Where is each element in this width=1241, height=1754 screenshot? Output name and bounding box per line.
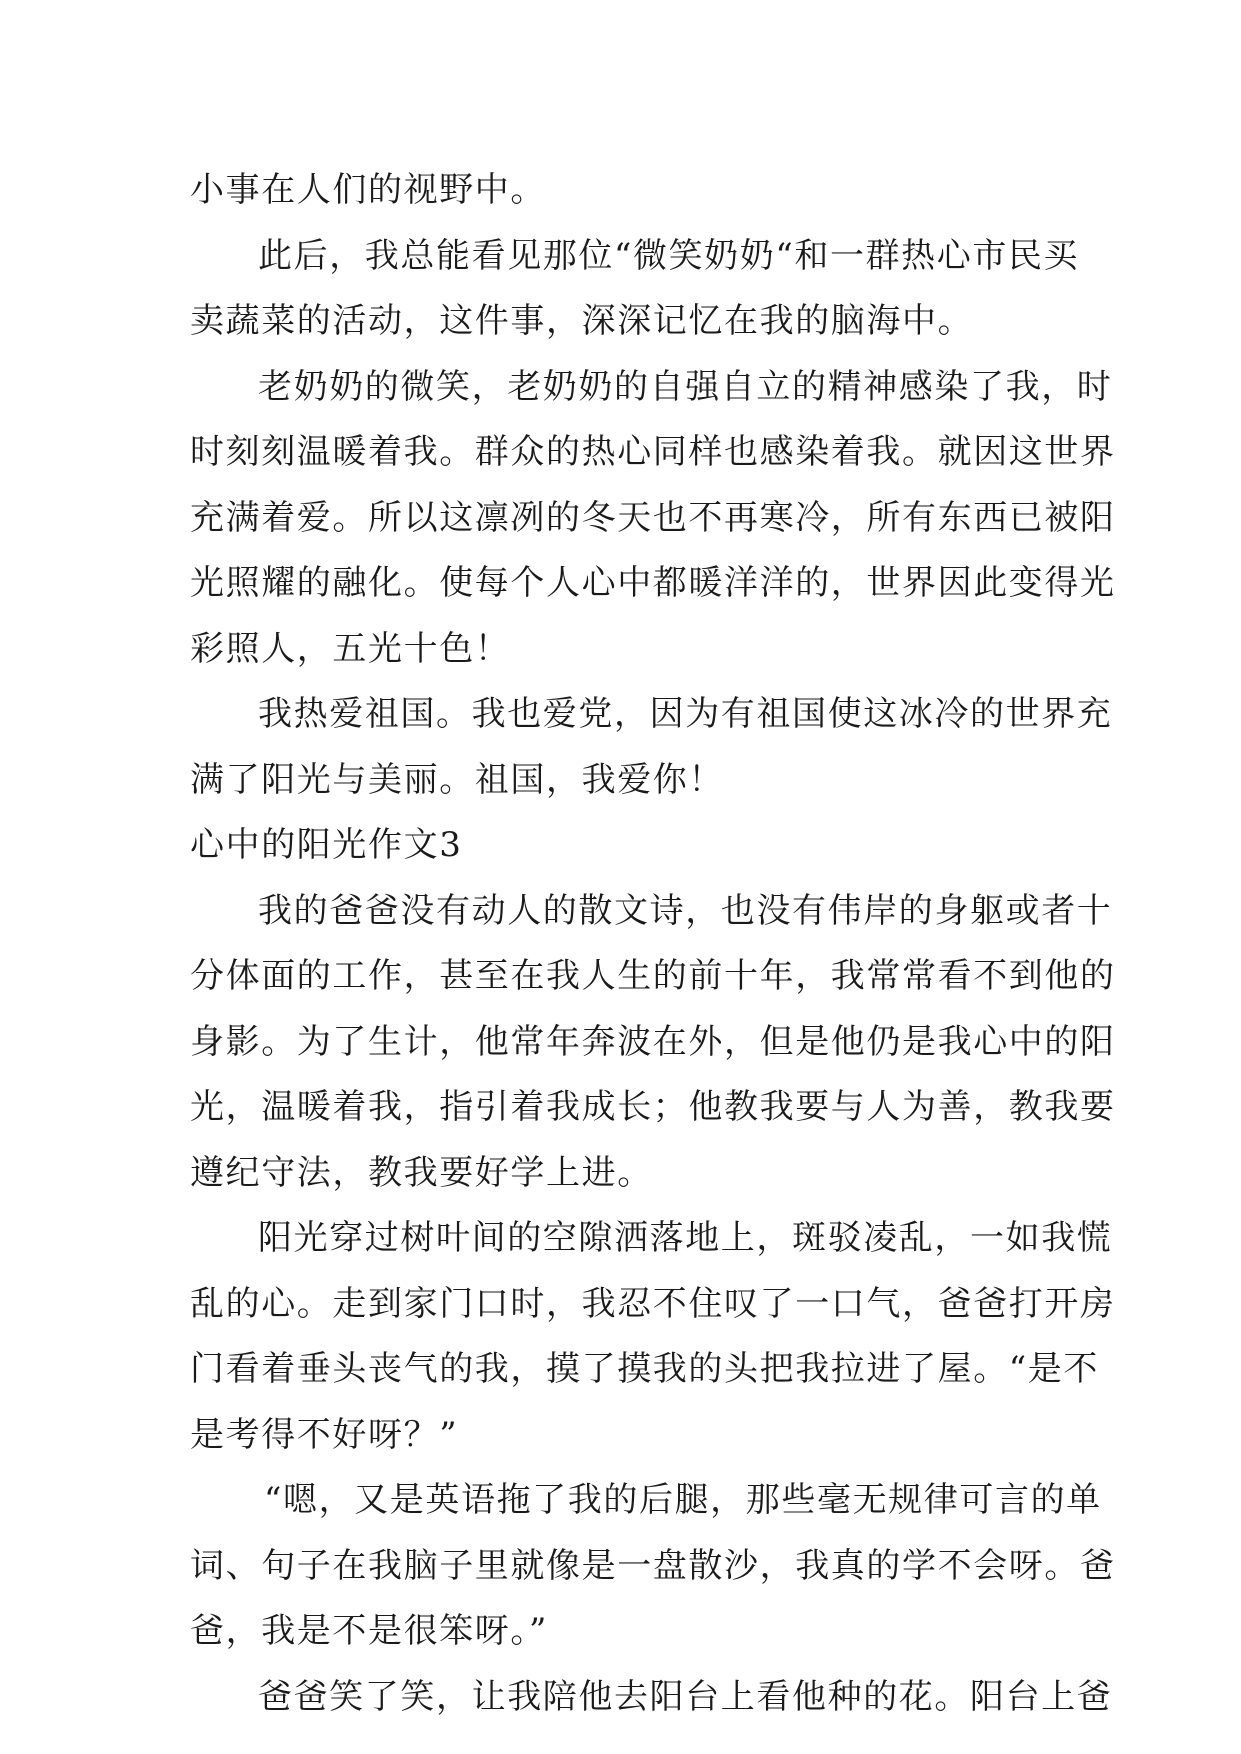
paragraph-first-line: “嗯，又是英语拖了我的后腿，那些毫无规律可言的单 xyxy=(264,1480,1102,1520)
paragraph-first-line: 老奶奶的微笑，老奶奶的自强自立的精神感染了我，时 xyxy=(258,366,1113,407)
text-line: 充满着爱。所以这凛冽的冬天也不再寒冷，所有东西已被阳 xyxy=(190,497,1116,538)
section-title: 心中的阳光作文3 xyxy=(190,825,463,865)
paragraph-first-line: 爸爸笑了笑，让我陪他去阳台上看他种的花。阳台上爸 xyxy=(258,1676,1113,1717)
text-line: 分体面的工作，甚至在我人生的前十年，我常常看不到他的 xyxy=(190,956,1116,996)
text-line: 卖蔬菜的活动，这件事，深深记忆在我的脑海中。 xyxy=(190,301,974,341)
text-line: 彩照人，五光十色！ xyxy=(190,628,511,669)
text-line: 遵纪守法，教我要好学上进。 xyxy=(190,1152,653,1193)
text-line: 光，温暖着我，指引着我成长；他教我要与人为善，教我要 xyxy=(190,1087,1116,1127)
text-line: 时刻刻温暖着我。群众的热心同样也感染着我。就因这世界 xyxy=(190,432,1116,472)
text-line: 是考得不好呀？” xyxy=(190,1414,459,1455)
paragraph-first-line: 我的爸爸没有动人的散文诗，也没有伟岸的身躯或者十 xyxy=(258,890,1113,931)
paragraph-first-line: 此后，我总能看见那位“微笑奶奶“和一群热心市民买 xyxy=(258,235,1080,276)
text-line: 门看着垂头丧气的我，摸了摸我的头把我拉进了屋。“是不 xyxy=(190,1349,1099,1389)
text-line: 身影。为了生计，他常年奔波在外，但是他仍是我心中的阳 xyxy=(190,1021,1116,1062)
text-line: 乱的心。走到家门口时，我忍不住叹了一口气，爸爸打开房 xyxy=(190,1283,1116,1324)
essay-body xyxy=(190,158,1116,1730)
text-line: 满了阳光与美丽。祖国，我爱你！ xyxy=(190,759,724,800)
text-line: 词、句子在我脑子里就像是一盘散沙，我真的学不会呀。爸 xyxy=(190,1545,1116,1586)
paragraph-first-line: 我热爱祖国。我也爱党，因为有祖国使这冰冷的世界充 xyxy=(258,694,1113,734)
text-line: 小事在人们的视野中。 xyxy=(190,170,546,210)
text-line: 光照耀的融化。使每个人心中都暖洋洋的，世界因此变得光 xyxy=(190,563,1116,603)
text-line: 爸，我是不是很笨呀。” xyxy=(190,1611,548,1651)
paragraph-first-line: 阳光穿过树叶间的空隙洒落地上，斑驳凌乱，一如我慌 xyxy=(258,1218,1113,1258)
